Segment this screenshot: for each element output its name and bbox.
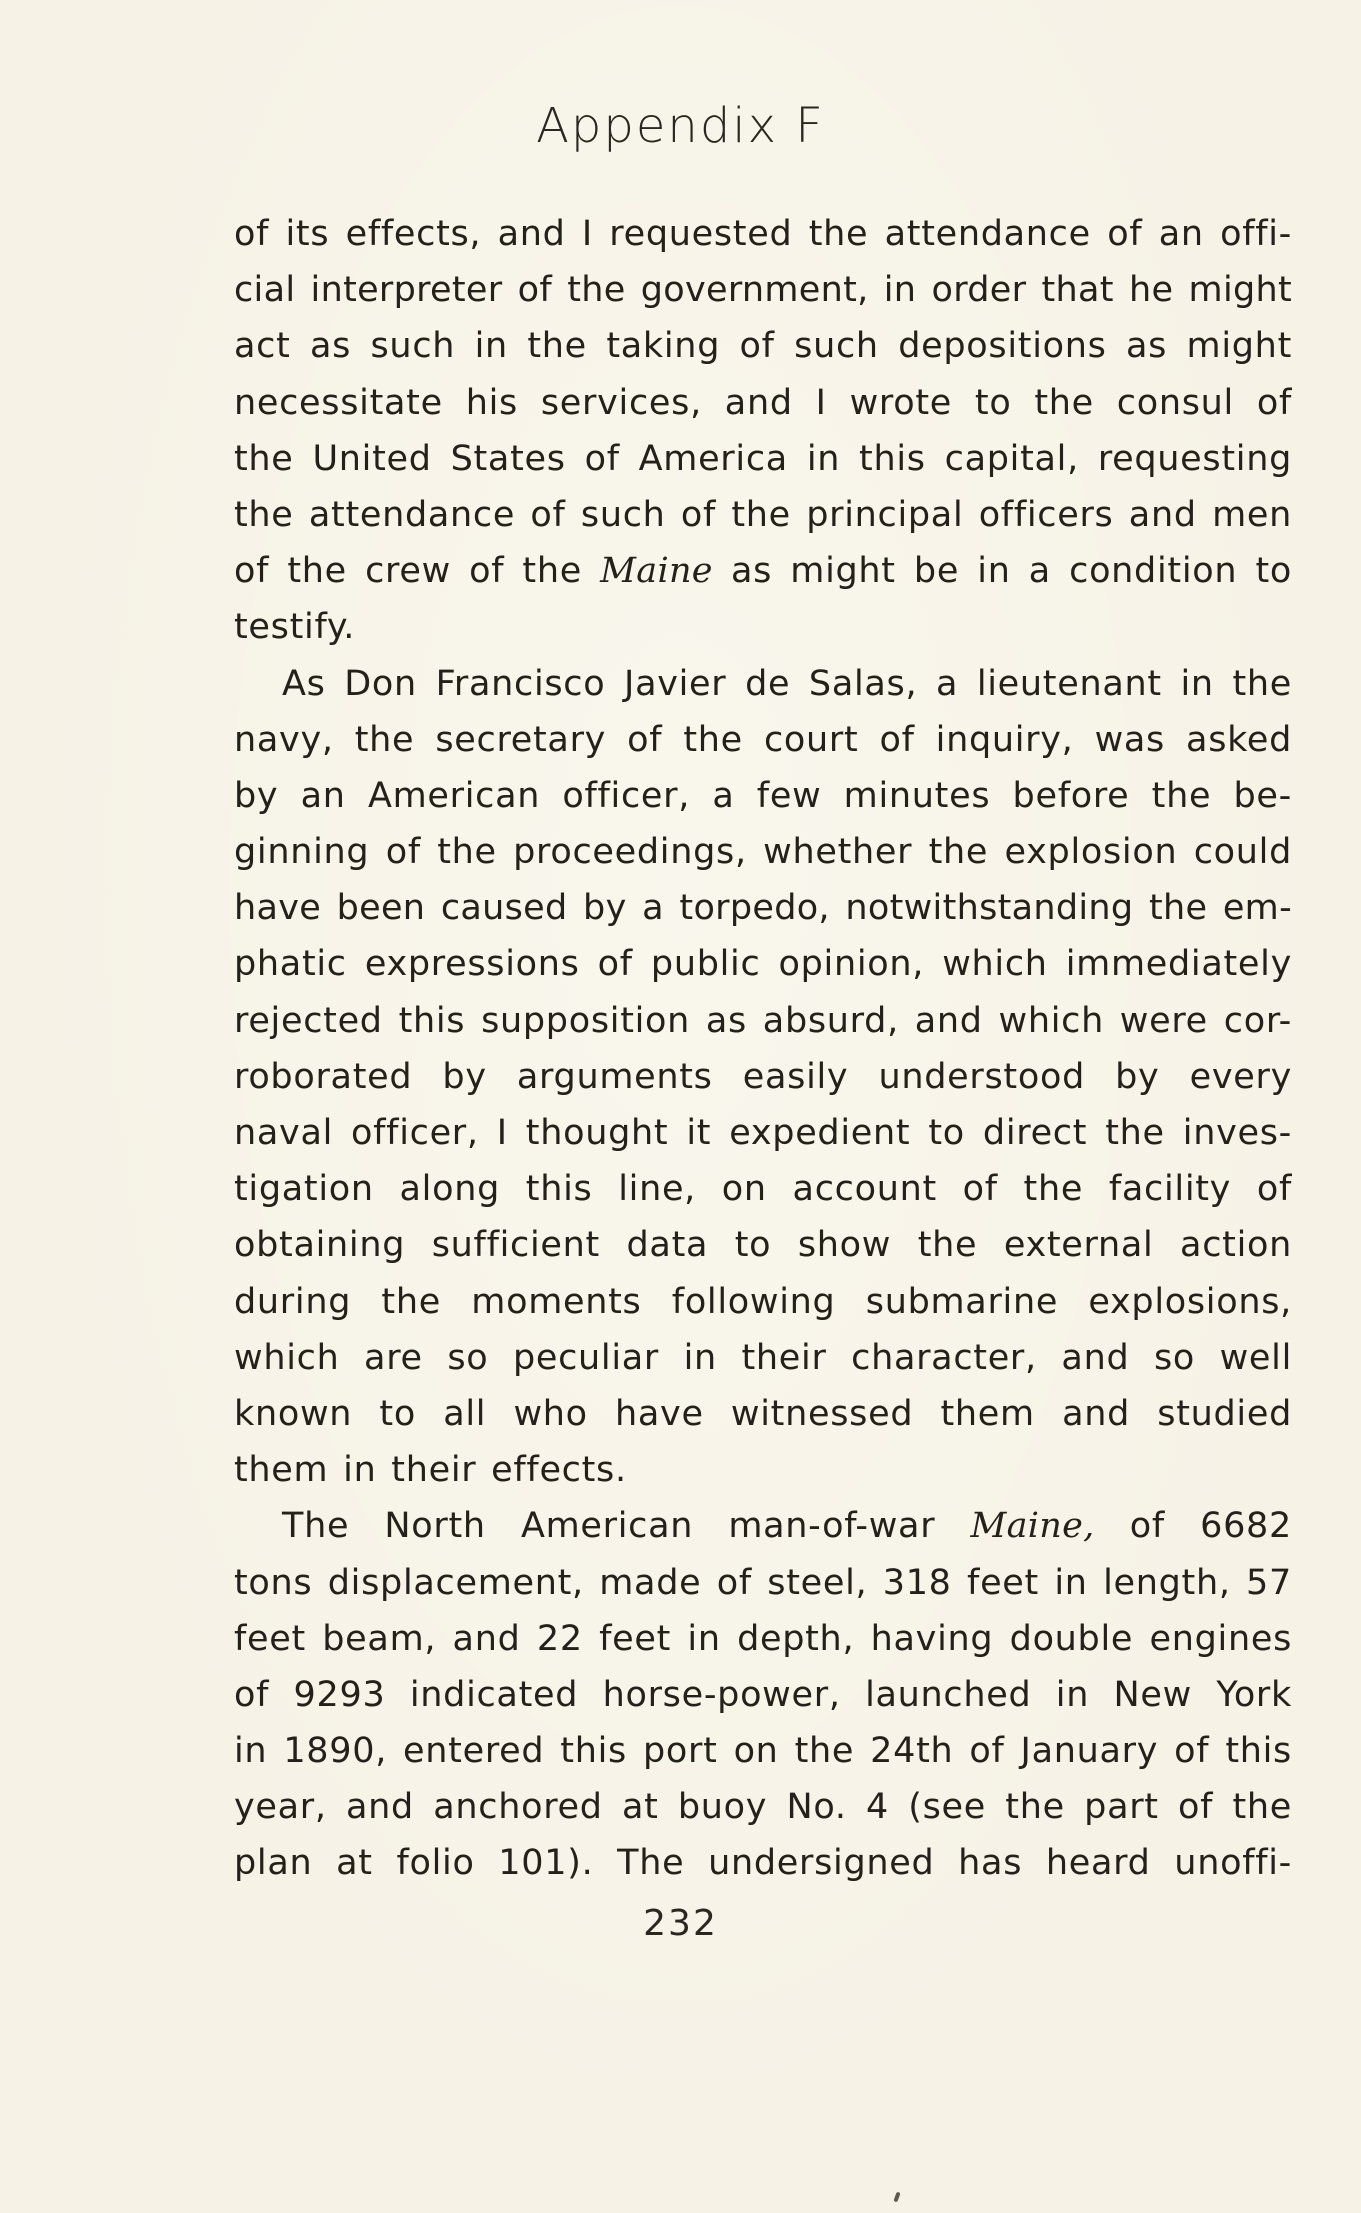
- text-line: [234, 1498, 1292, 1554]
- text-segment: ginning of the proceedings, whether the explosion could: [234, 832, 1292, 873]
- text-segment: tons displacement, made of steel, 318 feet in length, 57: [234, 1562, 1292, 1603]
- text-segment: cial interpreter of the government, in order that he might: [234, 270, 1292, 311]
- text-segment: which are so peculiar in their character, and so well: [234, 1337, 1292, 1378]
- text-line: [234, 262, 1292, 318]
- text-segment: by an American officer, a few minutes before the be-: [234, 775, 1292, 816]
- text-segment: naval officer, I thought it expedient to direct the inves-: [234, 1113, 1292, 1153]
- text-line: [234, 487, 1292, 543]
- body-text: [234, 206, 1292, 1892]
- text-line: [234, 656, 1292, 712]
- running-head: Appendix F: [536, 98, 825, 154]
- text-segment: rejected this supposition as absurd, and which were cor-: [234, 1000, 1292, 1041]
- text-line: [234, 1274, 1292, 1330]
- text-line: [234, 375, 1292, 431]
- text-line: [234, 712, 1292, 768]
- text-segment: them in their effects.: [234, 1450, 627, 1491]
- text-segment: obtaining sufficient data to show the external action: [234, 1225, 1292, 1266]
- text-line: [234, 1330, 1292, 1386]
- text-segment: feet beam, and 22 feet in depth, having double engines: [234, 1618, 1292, 1659]
- text-segment: during the moments following submarine explosions,: [234, 1281, 1292, 1322]
- text-segment: of 6682: [1094, 1506, 1292, 1547]
- text-segment: act as such in the taking of such depositions as might: [234, 326, 1292, 367]
- text-line: [234, 1161, 1292, 1217]
- text-line: [234, 318, 1292, 374]
- text-segment: The North American man-of-war: [282, 1506, 971, 1547]
- text-line: [234, 1105, 1292, 1161]
- text-line: [234, 1442, 1292, 1498]
- text-segment: as might be in a condition to: [712, 551, 1292, 592]
- text-line: [234, 431, 1292, 487]
- text-segment: tigation along this line, on account of the facility of: [234, 1169, 1292, 1210]
- text-line: [234, 1779, 1292, 1835]
- text-segment: year, and anchored at buoy No. 4 (see the part of the: [234, 1787, 1292, 1828]
- text-segment: of its effects, and I requested the attendance of an offi-: [234, 214, 1292, 254]
- text-line: [234, 1667, 1292, 1723]
- text-line: [234, 936, 1292, 992]
- page-number: 232: [643, 1903, 718, 1944]
- italic-ship-name: Maine: [600, 551, 713, 592]
- paragraph: [234, 656, 1292, 1499]
- text-segment: in 1890, entered this port on the 24th of January of this: [234, 1731, 1292, 1772]
- paragraph: [234, 1498, 1292, 1891]
- text-line: [234, 880, 1292, 936]
- text-segment: phatic expressions of public opinion, which immediately: [234, 944, 1292, 985]
- text-segment: plan at folio 101). The undersigned has heard unoffi-: [234, 1843, 1292, 1884]
- text-segment: of 9293 indicated horse-power, launched in New York: [234, 1674, 1292, 1715]
- text-segment: roborated by arguments easily understood by every: [234, 1056, 1292, 1097]
- text-line: [234, 824, 1292, 880]
- text-line: [234, 1555, 1292, 1611]
- text-line: [234, 1835, 1292, 1891]
- text-segment: As Don Francisco Javier de Salas, a lieutenant in the: [282, 663, 1292, 704]
- text-segment: necessitate his services, and I wrote to the consul of: [234, 382, 1292, 423]
- text-line: [234, 1611, 1292, 1667]
- text-line: [234, 599, 1292, 655]
- text-line: [234, 768, 1292, 824]
- text-line: [234, 206, 1292, 262]
- text-segment: navy, the secretary of the court of inquiry, was asked: [234, 719, 1292, 760]
- text-segment: the United States of America in this capital, requesting: [234, 438, 1292, 479]
- text-line: [234, 1723, 1292, 1779]
- text-segment: of the crew of the: [234, 551, 601, 592]
- text-line: [234, 1049, 1292, 1105]
- paper-speck: [893, 2192, 900, 2203]
- text-segment: the attendance of such of the principal officers and men: [234, 494, 1292, 535]
- paragraph: [234, 206, 1292, 656]
- text-line: [234, 1386, 1292, 1442]
- text-segment: testify.: [234, 607, 356, 648]
- italic-ship-name: Maine,: [970, 1506, 1095, 1547]
- text-line: [234, 1217, 1292, 1273]
- text-line: [234, 993, 1292, 1049]
- text-line: [234, 543, 1292, 599]
- text-segment: known to all who have witnessed them and studied: [234, 1393, 1292, 1434]
- text-segment: have been caused by a torpedo, notwithstanding the em-: [234, 888, 1292, 929]
